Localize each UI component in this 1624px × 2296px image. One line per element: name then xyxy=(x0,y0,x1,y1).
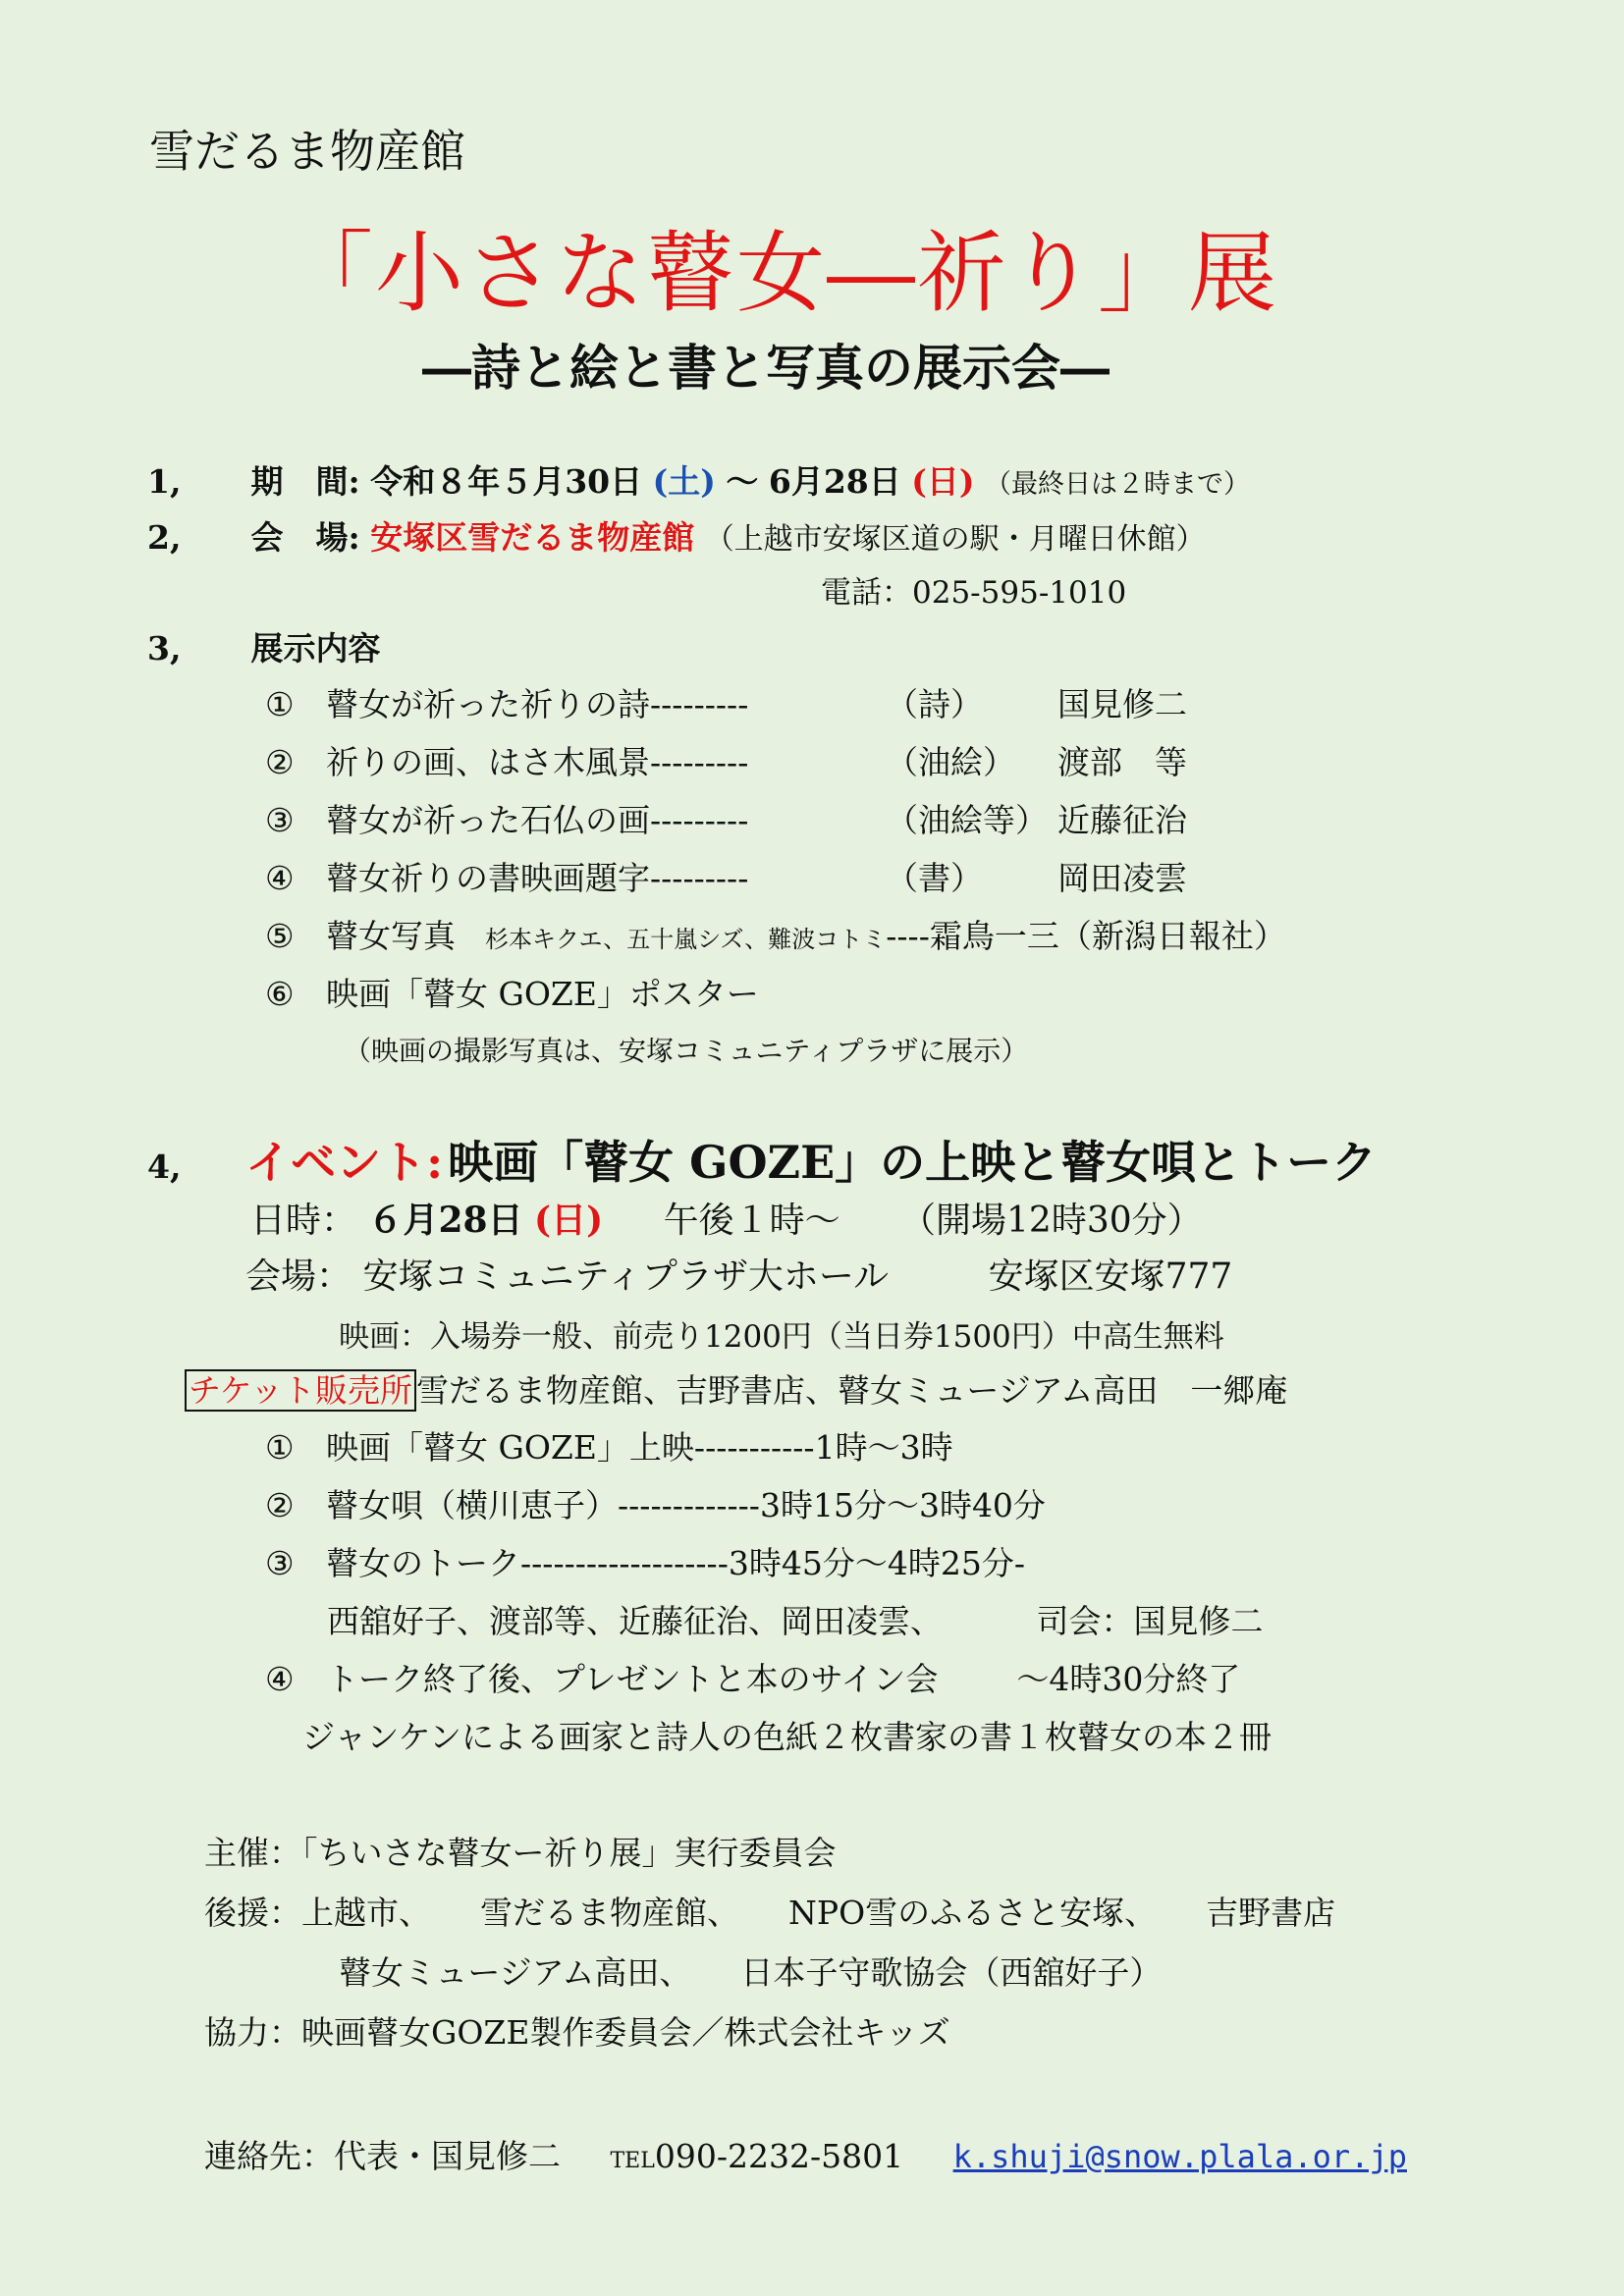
program-item xyxy=(265,1480,1046,1526)
program-item xyxy=(265,1538,1025,1584)
item-text: 瞽女が祈った祈りの詩--------- xyxy=(326,685,749,723)
program-mark: ③ xyxy=(265,1544,295,1582)
section-number: 4, xyxy=(147,1148,182,1186)
contents-label: 展示内容 xyxy=(250,629,381,667)
photo-subjects: 杉本キクエ、五十嵐シズ、難波コトミ xyxy=(485,926,887,953)
program-item xyxy=(265,1422,953,1468)
support-row xyxy=(204,1888,1335,1934)
cooperation: 協力：映画瞽女GOZE製作委員会／株式会社キッズ xyxy=(204,2013,950,2052)
item-text: 瞽女写真 xyxy=(326,917,456,955)
program-text: トーク終了後、プレゼントと本のサイン会 xyxy=(326,1660,939,1698)
event-datetime xyxy=(250,1193,1203,1243)
program-mark: ② xyxy=(265,1486,295,1524)
supporter: NPO雪のふるさと安塚、 xyxy=(788,1894,1158,1932)
list-item xyxy=(265,911,1286,957)
item-type: （油絵等） xyxy=(886,801,1048,839)
item-mark: ⑥ xyxy=(265,975,295,1013)
event-title: 映画「瞽女 GOZE」の上映と瞽女唄とトーク xyxy=(448,1136,1378,1189)
venue-name: 雪だるま物産館 xyxy=(149,125,465,178)
contents-note: （映画の撮影写真は、安塚コミュニティプラザに展示） xyxy=(344,1035,1029,1067)
support-label: 後援： xyxy=(204,1894,301,1932)
contents-row xyxy=(147,623,381,669)
venue-value: 安塚区雪だるま物産館 xyxy=(370,518,695,557)
list-item xyxy=(265,737,1187,783)
program-item xyxy=(265,1654,1240,1700)
ticket-shops-label: チケット販売所 xyxy=(185,1369,416,1412)
supporter: 上越市、 xyxy=(301,1894,431,1932)
venue-note: （上越市安塚区道の駅・月曜日休館） xyxy=(704,522,1206,557)
supporter: 雪だるま物産館、 xyxy=(480,1894,739,1932)
section-number: 1, xyxy=(147,462,182,501)
item-dashes: ---- xyxy=(886,917,930,955)
supporter: 吉野書店 xyxy=(1206,1894,1336,1932)
event-venue-label: 会場： xyxy=(245,1256,352,1297)
item-text: 映画「瞽女 GOZE」ポスター xyxy=(326,975,759,1013)
period-end-day: (日) xyxy=(911,462,975,501)
item-mark: ② xyxy=(265,743,295,781)
section-number: 3, xyxy=(147,629,182,667)
period-tilde: ～ xyxy=(726,462,759,501)
speakers: 西舘好子、渡部等、近藤征治、岡田凌雲、 xyxy=(327,1602,943,1640)
speakers-row xyxy=(327,1596,1264,1642)
venue-label: 会 場: xyxy=(250,518,360,557)
ticket-shops: 雪だるま物産館、吉野書店、瞽女ミュージアム高田 一郷庵 xyxy=(416,1371,1288,1410)
item-text: 祈りの画、はさ木風景--------- xyxy=(326,743,749,781)
tel-label: TEL xyxy=(610,2149,655,2173)
supporter: 日本子守歌協会（西舘好子） xyxy=(740,1953,1163,1992)
photo-credit: 霜鳥一三（新潟日報社） xyxy=(929,917,1286,955)
venue-row xyxy=(147,512,1206,559)
period-row xyxy=(147,456,1250,503)
list-item xyxy=(265,853,1187,899)
venue-phone: 電話：025-595-1010 xyxy=(821,575,1127,611)
datetime-open: （開場12時30分） xyxy=(900,1201,1203,1241)
program-mark: ④ xyxy=(265,1660,295,1698)
datetime-time: 午後１時～ xyxy=(663,1201,840,1241)
period-label: 期 間: xyxy=(250,462,360,501)
program-time: ～4時30分終了 xyxy=(1016,1660,1241,1698)
item-artist: 渡部 等 xyxy=(1057,743,1187,781)
program-mark: ① xyxy=(265,1428,295,1467)
event-label: イベント: xyxy=(245,1136,444,1189)
item-type: （詩） xyxy=(886,685,983,723)
event-venue-address: 安塚区安塚777 xyxy=(988,1256,1233,1297)
period-note: （最終日は２時まで） xyxy=(984,469,1250,500)
datetime-day: (日) xyxy=(534,1200,604,1241)
period-end-date: 6月28日 xyxy=(768,462,901,501)
item-mark: ⑤ xyxy=(265,917,295,955)
list-item xyxy=(265,969,759,1015)
ticket-shops-row xyxy=(185,1365,1287,1412)
event-venue-name: 安塚コミュニティプラザ大ホール xyxy=(362,1256,890,1297)
datetime-label: 日時： xyxy=(250,1201,357,1241)
exhibition-title: 「小さな瞽女―祈り」展 xyxy=(285,222,1278,325)
ticket-info: 映画：入場券一般、前売り1200円（当日券1500円）中高生無料 xyxy=(339,1319,1224,1355)
section-number: 2, xyxy=(147,518,182,557)
item-type: （書） xyxy=(886,859,983,897)
item-artist: 国見修二 xyxy=(1057,685,1187,723)
moderator: 司会：国見修二 xyxy=(1036,1602,1264,1640)
program-text: 映画「瞽女 GOZE」上映-----------1時～3時 xyxy=(326,1428,953,1467)
support-row-2 xyxy=(339,1948,1162,1994)
item-artist: 岡田凌雲 xyxy=(1057,859,1187,897)
host: 主催：「ちいさな瞽女ー祈り展」実行委員会 xyxy=(204,1834,837,1872)
item-text: 瞽女が祈った石仏の画--------- xyxy=(326,801,749,839)
supporter: 瞽女ミュージアム高田、 xyxy=(339,1953,692,1992)
event-row xyxy=(147,1127,1377,1192)
exhibition-subtitle: ―詩と絵と書と写真の展示会― xyxy=(422,339,1110,397)
janken-note: ジャンケンによる画家と詩人の色紙２枚書家の書１枚瞽女の本２冊 xyxy=(302,1718,1272,1756)
item-artist: 近藤征治 xyxy=(1057,801,1187,839)
list-item xyxy=(265,795,1187,841)
program-text: 瞽女唄（横川恵子）-------------3時15分～3時40分 xyxy=(326,1486,1046,1524)
list-item xyxy=(265,679,1187,725)
item-mark: ① xyxy=(265,685,295,723)
period-start-date: 令和８年５月30日 xyxy=(370,462,643,501)
contact-label: 連絡先：代表・国見修二 xyxy=(204,2137,561,2175)
event-venue xyxy=(245,1249,1232,1299)
contact-email-link[interactable]: k.shuji@snow.plala.or.jp xyxy=(952,2138,1407,2175)
item-text: 瞽女祈りの書映画題字--------- xyxy=(326,859,749,897)
item-type: （油絵） xyxy=(886,743,1015,781)
program-text: 瞽女のトーク-------------------3時45分～4時25分- xyxy=(326,1544,1025,1582)
contact-row xyxy=(204,2131,1407,2177)
contact-tel: 090-2232-5801 xyxy=(654,2137,904,2175)
item-mark: ③ xyxy=(265,801,295,839)
period-start-day: (土) xyxy=(652,462,716,501)
datetime-date: ６月28日 xyxy=(367,1200,523,1241)
item-mark: ④ xyxy=(265,859,295,897)
